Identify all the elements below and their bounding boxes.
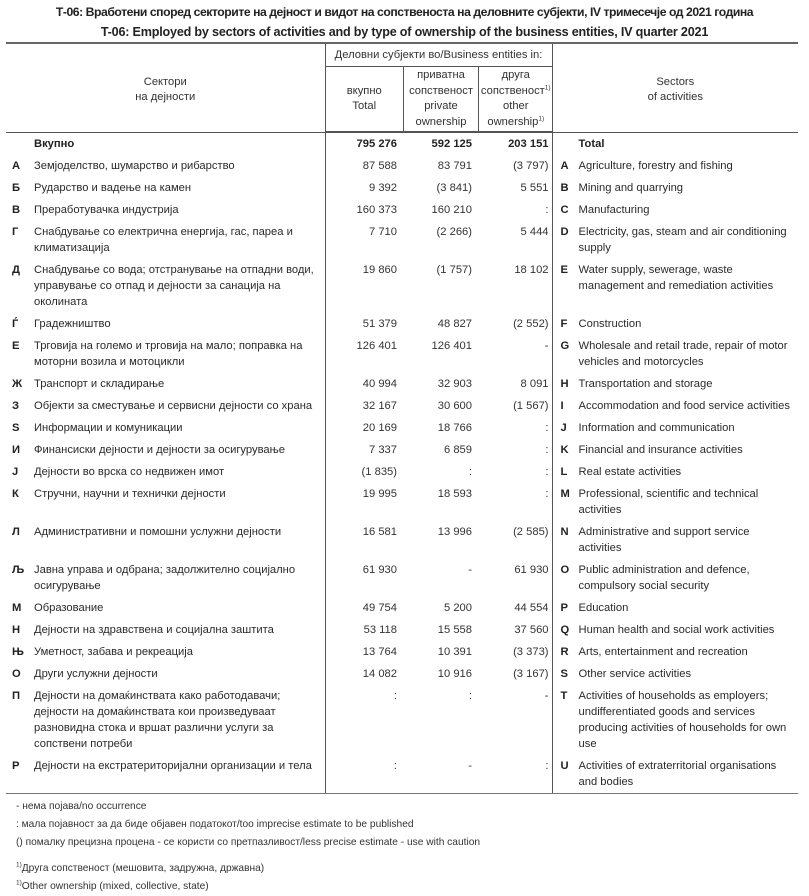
sector-label-mk: Дејности на екстратериторијални организации и тела	[34, 760, 312, 772]
header-sectors-en-line2: of activities	[647, 91, 703, 103]
header-business-entities	[325, 43, 552, 133]
sector-label-en: Mining and quarrying	[578, 182, 684, 194]
total-label-mk-cell	[6, 133, 325, 156]
sector-label-en: Professional, scientific and technical activities	[578, 488, 759, 516]
sector-en-cell	[552, 641, 798, 663]
value-other: 8 091	[478, 373, 552, 395]
total-label-en: Total	[578, 138, 605, 150]
header-other-en-1: other	[503, 100, 529, 112]
value-private: 32 903	[437, 378, 472, 390]
sector-code-mk: Ж	[12, 378, 23, 390]
header-other-en-2: ownership	[487, 115, 539, 128]
sector-code-en: T	[560, 690, 568, 702]
sector-label-en: Administrative and support service activities	[578, 526, 750, 554]
header-private-mk-1: приватна	[417, 69, 465, 81]
sector-en-cell	[552, 259, 798, 313]
sector-mk-cell	[6, 461, 325, 483]
sector-mk-cell	[6, 685, 325, 755]
sector-label-mk: Трговија на големо и трговија на мало; поправка на моторни возила и мотоцикли	[34, 340, 303, 368]
header-sectors-en	[552, 43, 798, 133]
sector-code-mk: П	[12, 690, 21, 702]
sector-code-en: S	[560, 668, 568, 680]
footnote-en	[16, 878, 809, 896]
notes	[16, 798, 809, 896]
sector-label-mk: Дејности на домаќинствата како работодавачи; дејности на домаќинствата кои произведуваат разновидна стока и вршат различни услуги за сопствени потреби	[34, 690, 281, 750]
sector-label-mk: Транспорт и складирање	[34, 378, 165, 390]
value-private: 15 558	[437, 624, 472, 636]
sector-code-en: C	[560, 204, 569, 216]
sector-code-mk: Е	[12, 340, 20, 352]
value-total: 20 169	[362, 422, 397, 434]
sector-label-en: Public administration and defence, compulsory social security	[578, 564, 750, 592]
value-other: 37 560	[478, 619, 552, 641]
value-total: 49 754	[362, 602, 397, 614]
sector-en-cell	[552, 199, 798, 221]
footnote-en-text: Other ownership (mixed, collective, state)	[21, 881, 209, 892]
value-total: 61 930	[362, 564, 397, 576]
sector-code-mk: Ѓ	[12, 318, 19, 330]
value-private: (1 757)	[436, 264, 472, 276]
value-other: 61 930	[478, 559, 552, 597]
table-row	[6, 755, 798, 794]
value-private: :	[468, 466, 472, 478]
header-total-mk: вкупно	[346, 84, 382, 97]
sector-code-en: U	[560, 760, 569, 772]
sector-label-mk: Рударство и вадење на камен	[34, 182, 192, 194]
table-row	[6, 439, 798, 461]
sector-mk-cell	[6, 417, 325, 439]
sector-code-mk: Д	[12, 264, 20, 276]
value-private: (3 841)	[436, 182, 472, 194]
sector-en-cell	[552, 439, 798, 461]
sector-code-mk: А	[12, 160, 21, 172]
value-other: :	[478, 483, 552, 521]
sector-mk-cell	[6, 619, 325, 641]
table-row	[6, 313, 798, 335]
sector-code-mk: К	[12, 488, 19, 500]
value-total: 126 401	[356, 340, 397, 352]
sector-code-en: O	[560, 564, 570, 576]
sector-mk-cell	[6, 395, 325, 417]
header-other-mk-2: сопственост	[480, 84, 545, 97]
sector-code-en: E	[560, 264, 568, 276]
value-total: 14 082	[362, 668, 397, 680]
value-total: 19 995	[362, 488, 397, 500]
table-row	[6, 259, 798, 313]
sector-code-en: G	[560, 340, 570, 352]
sector-code-mk: О	[12, 668, 21, 680]
header-total	[326, 67, 404, 132]
sector-mk-cell	[6, 259, 325, 313]
header-other	[479, 67, 553, 132]
value-total: 7 710	[369, 226, 397, 238]
sector-label-mk: Финансиски дејности и дејности за осигурување	[34, 444, 285, 456]
value-private: 30 600	[437, 400, 472, 412]
sector-en-cell	[552, 619, 798, 641]
sector-code-mk: Љ	[12, 564, 25, 576]
value-other: 5 444	[478, 221, 552, 259]
value-other: (2 552)	[478, 313, 552, 335]
header-private	[404, 67, 479, 132]
sector-code-mk: Г	[12, 226, 19, 238]
sector-code-mk: И	[12, 444, 21, 456]
note-paren: () помалку прецизна процена - се користи со претпазливост/less precise estimate - use with caution	[16, 837, 481, 848]
sector-label-en: Agriculture, forestry and fishing	[578, 160, 733, 172]
footnote-mk	[16, 860, 809, 878]
table-row	[6, 483, 798, 521]
header-sectors-en-line1: Sectors	[656, 75, 695, 88]
sector-code-en: L	[560, 466, 568, 478]
sector-label-mk: Образование	[34, 602, 104, 614]
value-private: 160 210	[431, 204, 472, 216]
sector-en-cell	[552, 373, 798, 395]
value-private: 10 916	[437, 668, 472, 680]
value-other: (2 585)	[478, 521, 552, 559]
value-total: 53 118	[363, 624, 397, 636]
value-total: 13 764	[362, 646, 397, 658]
sector-code-en: B	[560, 182, 569, 194]
header-other-mk-1: друга	[501, 69, 530, 81]
sector-mk-cell	[6, 373, 325, 395]
value-private: 13 996	[437, 526, 472, 538]
table-row	[6, 559, 798, 597]
total-row	[6, 133, 798, 156]
sector-label-en: Accommodation and food service activities	[578, 400, 790, 412]
value-total: 7 337	[369, 444, 397, 456]
sector-label-mk: Други услужни дејности	[34, 668, 158, 680]
sector-label-mk: Земјоделство, шумарство и рибарство	[34, 160, 235, 172]
note-dash: - нема појава/no occurrence	[16, 801, 147, 812]
sector-en-cell	[552, 559, 798, 597]
value-private: -	[403, 755, 478, 794]
value-total: 9 392	[369, 182, 397, 194]
sector-code-mk: В	[12, 204, 21, 216]
value-private: 83 791	[437, 160, 472, 172]
value-total: 51 379	[362, 318, 397, 330]
sector-mk-cell	[6, 221, 325, 259]
value-private: (2 266)	[436, 226, 472, 238]
sector-en-cell	[552, 313, 798, 335]
sector-en-cell	[552, 521, 798, 559]
sector-en-cell	[552, 461, 798, 483]
value-other: 5 551	[478, 177, 552, 199]
sector-mk-cell	[6, 483, 325, 521]
footnote-mk-text: Друга сопственост (мешовита, задружна, државна)	[21, 863, 265, 874]
table-row	[6, 335, 798, 373]
value-total: 16 581	[362, 526, 397, 538]
table-row	[6, 221, 798, 259]
table-wrapper	[0, 42, 809, 794]
sector-label-en: Construction	[578, 318, 642, 330]
sector-code-mk: Р	[12, 760, 20, 772]
header-sectors-mk	[6, 43, 325, 133]
sector-mk-cell	[6, 663, 325, 685]
table-title-en: T-06: Employed by sectors of activities and by type of ownership of the business entities, IV quarter 2021	[100, 25, 709, 39]
value-other: 44 554	[478, 597, 552, 619]
sector-code-mk: Њ	[12, 646, 24, 658]
sector-en-cell	[552, 177, 798, 199]
table-row	[6, 373, 798, 395]
footnote-marker: 1)	[538, 114, 545, 122]
table-row	[6, 597, 798, 619]
sector-label-mk: Уметност, забава и рекреација	[34, 646, 193, 658]
value-private: 18 766	[437, 422, 472, 434]
value-other: :	[478, 755, 552, 794]
sector-label-mk: Дејности на здравствена и социјална заштита	[34, 624, 274, 636]
value-other: (3 797)	[478, 155, 552, 177]
sector-en-cell	[552, 755, 798, 794]
table-row	[6, 641, 798, 663]
sector-code-mk: Л	[12, 526, 20, 538]
sector-code-en: I	[560, 400, 564, 412]
value-other: (3 373)	[478, 641, 552, 663]
sector-code-en: N	[560, 526, 569, 538]
sector-en-cell	[552, 221, 798, 259]
value-other: :	[478, 439, 552, 461]
table-row	[6, 619, 798, 641]
header-private-en-1: private	[424, 100, 458, 112]
value-other: -	[478, 685, 552, 755]
sector-code-mk: М	[12, 602, 22, 614]
total-label-en-cell	[552, 133, 798, 156]
sector-label-mk: Градежништво	[34, 318, 111, 330]
sector-label-en: Real estate activities	[578, 466, 682, 478]
value-other: :	[478, 417, 552, 439]
table-row	[6, 663, 798, 685]
total-total: 795 276	[356, 138, 397, 150]
value-total: (1 835)	[361, 466, 397, 478]
sector-mk-cell	[6, 597, 325, 619]
sector-label-mk: Информации и комуникации	[34, 422, 183, 434]
sector-code-mk: Н	[12, 624, 21, 636]
value-private: 18 593	[437, 488, 472, 500]
value-total: 19 860	[362, 264, 397, 276]
sector-code-en: J	[560, 422, 567, 434]
sector-label-mk: Снабдување со електрична енергија, гас, пареа и климатизација	[34, 226, 293, 254]
value-private: 10 391	[437, 646, 472, 658]
sector-label-en: Human health and social work activities	[578, 624, 775, 636]
sector-code-mk: Ј	[12, 466, 19, 478]
sector-en-cell	[552, 685, 798, 755]
value-other: :	[478, 461, 552, 483]
sector-mk-cell	[6, 755, 325, 794]
sector-code-en: A	[560, 160, 569, 172]
sector-label-en: Wholesale and retail trade, repair of motor vehicles and motorcycles	[578, 340, 788, 368]
value-total: 87 588	[362, 160, 397, 172]
sector-label-en: Water supply, sewerage, waste management and remediation activities	[578, 264, 774, 292]
header-sectors-mk-line1: Сектори	[143, 75, 187, 88]
employment-table	[6, 42, 798, 794]
footnote-marker: 1)	[544, 83, 551, 91]
sector-en-cell	[552, 663, 798, 685]
table-row	[6, 417, 798, 439]
sector-label-mk: Дејности во врска со недвижен имот	[34, 466, 225, 478]
total-label-mk: Вкупно	[34, 138, 75, 150]
sector-en-cell	[552, 395, 798, 417]
sector-label-en: Transportation and storage	[578, 378, 713, 390]
table-row	[6, 177, 798, 199]
sector-code-en: D	[560, 226, 569, 238]
sector-label-mk: Преработувачка индустрија	[34, 204, 179, 216]
footnote-marker: 1)	[16, 879, 22, 887]
table-row	[6, 521, 798, 559]
value-other: :	[478, 199, 552, 221]
sector-label-en: Manufacturing	[578, 204, 650, 216]
sector-label-en: Electricity, gas, steam and air conditioning supply	[578, 226, 787, 254]
sector-label-en: Arts, entertainment and recreation	[578, 646, 748, 658]
value-other: (3 167)	[478, 663, 552, 685]
header-sectors-mk-line2: на дејности	[135, 91, 196, 103]
sector-code-en: M	[560, 488, 570, 500]
value-other: -	[478, 335, 552, 373]
value-other: (1 567)	[478, 395, 552, 417]
value-private: 126 401	[431, 340, 472, 352]
sector-code-en: F	[560, 318, 568, 330]
value-private: 6 859	[444, 444, 472, 456]
sector-mk-cell	[6, 641, 325, 663]
value-total: :	[393, 690, 397, 702]
sector-label-en: Information and communication	[578, 422, 735, 434]
sector-mk-cell	[6, 335, 325, 373]
sector-label-mk: Објекти за сместување и сервисни дејности со храна	[34, 400, 313, 412]
value-private: -	[468, 564, 472, 576]
table-title-mk: Т-06: Вработени според секторите на дејност и видот на сопственоста на деловните субјекти, IV тримесечје од 2021 година	[55, 5, 754, 19]
sector-mk-cell	[6, 199, 325, 221]
table-row	[6, 395, 798, 417]
note-colon: : мала појавност за да биде објавен податокот/too imprecise estimate to be published	[16, 819, 414, 830]
sector-en-cell	[552, 335, 798, 373]
header-total-en: Total	[352, 100, 377, 112]
table-row	[6, 199, 798, 221]
value-total: 160 373	[356, 204, 397, 216]
sector-label-en: Financial and insurance activities	[578, 444, 743, 456]
value-total: :	[325, 755, 403, 794]
sector-label-mk: Јавна управа и одбрана; задолжително социјално осигурување	[34, 564, 296, 592]
sector-code-en: Q	[560, 624, 570, 636]
header-private-en-2: ownership	[415, 115, 467, 128]
sector-code-en: R	[560, 646, 569, 658]
sector-code-en: P	[560, 602, 568, 614]
sector-mk-cell	[6, 177, 325, 199]
sector-code-en: K	[560, 444, 569, 456]
footnote-marker: 1)	[16, 861, 22, 869]
sector-en-cell	[552, 483, 798, 521]
sector-mk-cell	[6, 313, 325, 335]
table-row	[6, 461, 798, 483]
value-private: :	[468, 690, 472, 702]
sector-code-mk: З	[12, 400, 20, 412]
sector-label-mk: Снабдување со вода; отстранување на отпадни води, управување со отпад и дејности за санација на околината	[34, 264, 314, 308]
value-private: 5 200	[444, 602, 472, 614]
sector-en-cell	[552, 155, 798, 177]
table-row	[6, 685, 798, 755]
header-private-mk-2: сопственост	[409, 84, 473, 97]
total-other: 203 151	[478, 133, 552, 156]
sector-label-mk: Стручни, научни и технички дејности	[34, 488, 226, 500]
value-total: 32 167	[362, 400, 397, 412]
value-total: 40 994	[362, 378, 397, 390]
sector-code-mk: Б	[12, 182, 21, 194]
sector-label-mk: Административни и помошни услужни дејности	[34, 526, 282, 538]
sector-label-en: Other service activities	[578, 668, 692, 680]
header-business-entities-label: Деловни субјекти во/Business entities in:	[326, 44, 552, 67]
sector-en-cell	[552, 597, 798, 619]
sector-label-en: Education	[578, 602, 629, 614]
sector-label-en: Activities of households as employers; undifferentiated goods and services producing activities of households for own use	[578, 690, 787, 750]
value-private: 48 827	[437, 318, 472, 330]
sector-code-mk: Ѕ	[12, 422, 20, 434]
sector-mk-cell	[6, 439, 325, 461]
sector-label-en: Activities of extraterritorial organisations and bodies	[578, 760, 777, 788]
sector-mk-cell	[6, 521, 325, 559]
sector-en-cell	[552, 417, 798, 439]
sector-code-en: H	[560, 378, 569, 390]
value-other: 18 102	[478, 259, 552, 313]
table-row	[6, 155, 798, 177]
sector-mk-cell	[6, 559, 325, 597]
sector-mk-cell	[6, 155, 325, 177]
total-private: 592 125	[431, 138, 472, 150]
